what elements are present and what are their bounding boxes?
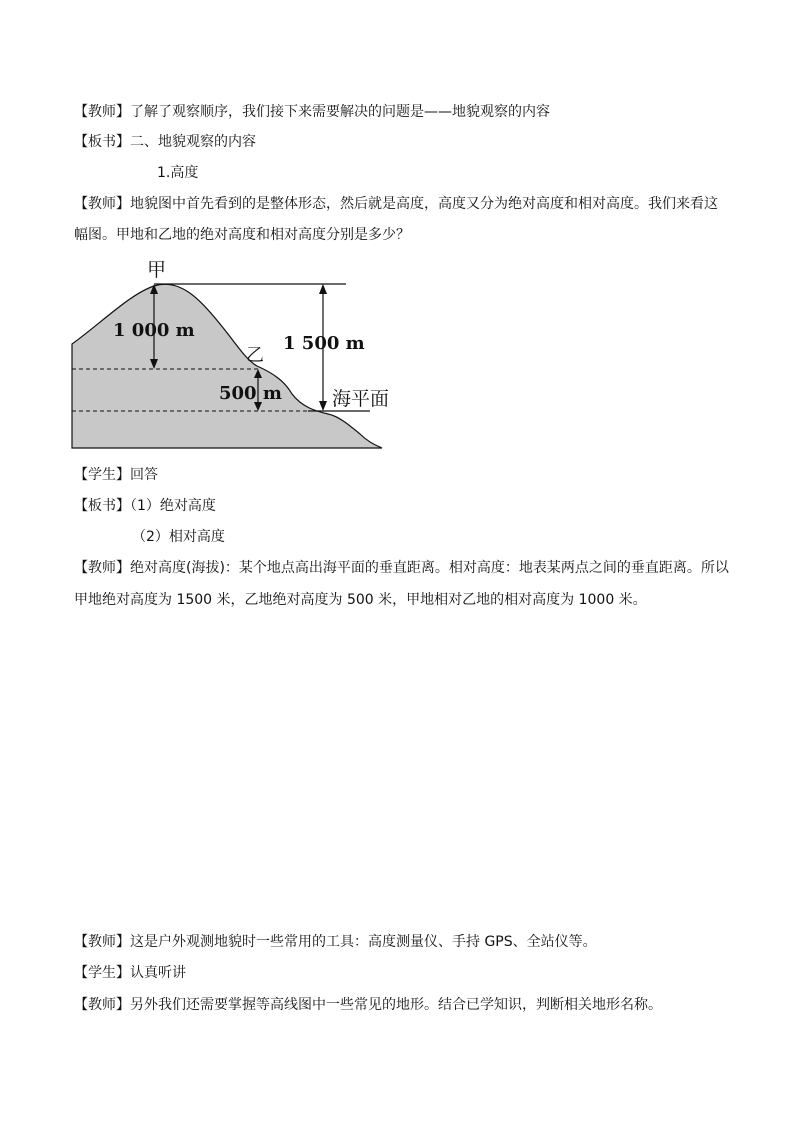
text-line: 【教师】了解了观察顺序，我们接下来需要解决的问题是——地貌观察的内容: [74, 104, 550, 120]
label-jia: 甲: [147, 259, 167, 281]
text-line: 1.高度: [157, 165, 199, 181]
label-yi: 乙: [246, 345, 264, 366]
text-line: 【教师】绝对高度(海拔)：某个地点高出海平面的垂直距离。相对高度：地表某两点之间的垂直距离。所以: [74, 560, 729, 576]
text-line: 幅图。甲地和乙地的绝对高度和相对高度分别是多少？: [74, 227, 410, 243]
label-1000m: 1 000 m: [113, 320, 195, 341]
elevation-diagram: [70, 254, 410, 450]
text-line: 【教师】另外我们还需要掌握等高线图中一些常见的地形。结合已学知识，判断相关地形名称。: [74, 997, 662, 1013]
label-sea-level: 海平面: [332, 388, 390, 410]
text-line: 甲地绝对高度为 1500 米，乙地绝对高度为 500 米，甲地相对乙地的相对高度为 1000 米。: [74, 592, 647, 608]
label-500m: 500 m: [219, 383, 282, 404]
label-1500m: 1 500 m: [283, 333, 365, 354]
text-line: 【学生】回答: [74, 467, 158, 483]
text-line: （2）相对高度: [132, 529, 225, 545]
text-line: 【学生】认真听讲: [74, 965, 186, 981]
text-line: 【板书】（1）绝对高度: [74, 498, 216, 514]
text-line: 【板书】二、地貌观察的内容: [74, 134, 256, 150]
text-line: 【教师】地貌图中首先看到的是整体形态，然后就是高度，高度又分为绝对高度和相对高度。我们来看这: [74, 196, 718, 212]
text-line: 【教师】这是户外观测地貌时一些常用的工具：高度测量仪、手持 GPS、全站仪等。: [74, 934, 597, 950]
terrain-shape: [72, 284, 382, 448]
elevation-diagram-svg: [70, 254, 410, 450]
